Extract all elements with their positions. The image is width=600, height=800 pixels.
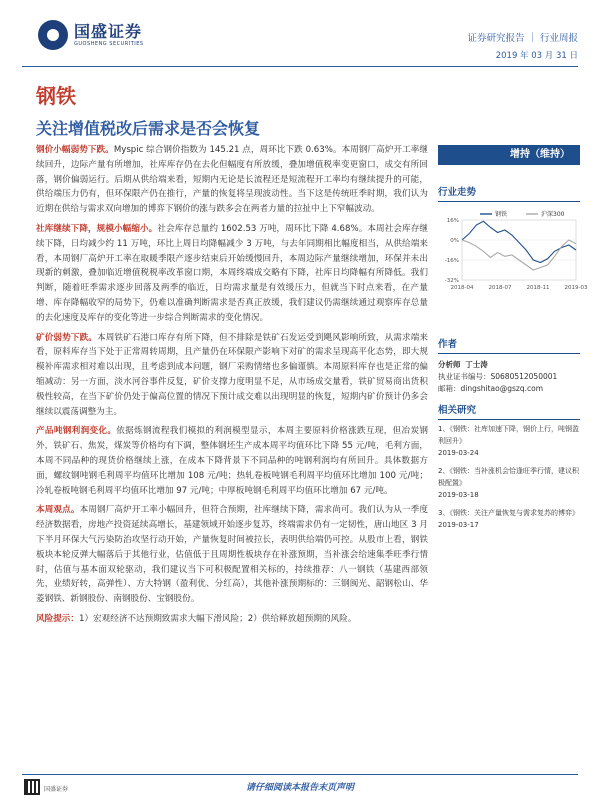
section-lead: 风险提示： — [36, 613, 79, 624]
legend-label: 沪深300 — [541, 211, 565, 218]
analyst-email[interactable]: dingshitao@gszq.com — [460, 384, 543, 393]
section-lead: 钢价小幅弱势下跌。 — [36, 145, 114, 155]
related-date: 2019-03-17 — [438, 521, 479, 529]
report-headline: 关注增值税改后需求是否会恢复 — [36, 119, 261, 138]
qr-label: 国盛证券 — [44, 786, 69, 793]
section-lead: 矿价弱势下跌。 — [36, 332, 97, 343]
section-text: 本周钢厂高炉开工率小幅回升，但符合预期，社库继续下降，需求尚可。我们认为从一季度经济数据看，房地产投资延续高增长，基建领域开始逐步复苏，终端需求仍有一定韧性，唐山地区 3 月下半月环保大气污染防治攻坚行动开始，产量恢复时间被拉长，表明供给端仍可控。从股市上看，钢铁板块本轮反弹大幅落后于其他行业，估值低于且周期性板块存在补涨预期，当补涨会给速集季旺季行情时，估值与基本面双轮驱动，我们建议当下可积极配置相关标的，持续推荐：八一钢铁（基建西部领先，业绩好转，高弹性）、方大特钢（盈利优、分红高），其他补涨预期标的：三钢闽光、韶钢松山、华菱钢铁、新钢股份、南钢股份、宝钢股份。 — [36, 505, 428, 605]
author-heading: 作者 — [438, 336, 580, 354]
analyst-email-line — [438, 383, 580, 395]
email-label: 邮箱： — [438, 384, 461, 393]
company-logo — [38, 18, 168, 58]
legend-label: 钢铁 — [495, 211, 508, 218]
logo-subtext: GUOSHENG SECURITIES — [74, 41, 144, 47]
header-divider — [22, 66, 578, 67]
related-research-list — [438, 423, 580, 537]
related-item[interactable] — [438, 423, 580, 459]
analyst-line — [438, 359, 580, 371]
analyst-role: 分析师 — [438, 360, 461, 369]
y-tick-label: 16% — [446, 218, 459, 224]
analyst-name: 丁士涛 — [465, 360, 488, 369]
section-text: 社会库存总量约 1602.53 万吨，周环比下降 4.68%。本周社会库存继续下降，日均减少约 11 万吨，环比上周日均降幅减少 3 万吨，与去年同期相比幅度相当，从供给端来看，本周钢厂高炉开工率在取暖季限产逐步结束后开始缓慢回升，本周边际产量继续增加，环保并未出现新的刺激，叠加临近增值税税率改革窗口期，本周终端成交略有下降，社库日均降幅有所降低。我们判断，随着旺季需求逐步回落及两季的临近，日均需求量是有效缓压力，但就当下时点来看，在产量增、库存降幅收窄的局势下，仍难以准确判断需求是否真正放缓，我们建议仍需继续通过观察库存总量的去化速度及库存的变化等进一步综合判断需求的变化情况。 — [36, 223, 428, 323]
section-paragraph — [36, 143, 428, 217]
analyst-info — [438, 359, 580, 395]
industry-title: 钢铁 — [36, 84, 76, 108]
logo-mark-icon — [38, 20, 68, 50]
chart-legend — [480, 210, 565, 218]
related-title: 1、《钢铁：社库加速下降，钢价上行，吨钢盈利回升》 — [438, 425, 579, 445]
trend-heading: 行业走势 — [438, 184, 580, 202]
analyst-license: 执业证书编号：S0680512050001 — [438, 372, 558, 381]
footer-divider — [22, 774, 578, 775]
section-paragraph — [36, 331, 428, 420]
chart-series — [462, 221, 576, 270]
series-line-0 — [462, 221, 576, 262]
chart-x-ticks — [451, 285, 588, 291]
chart-y-ticks — [445, 218, 459, 284]
section-text: 1）宏观经济不达预期致需求大幅下滑风险；2）供给释放超预期的风险。 — [78, 613, 357, 624]
section-lead: 本周观点。 — [36, 505, 80, 516]
y-tick-label: -32% — [444, 278, 459, 284]
series-line-1 — [462, 240, 576, 270]
section-paragraph — [36, 222, 428, 326]
y-tick-label: -16% — [444, 258, 459, 264]
related-title: 2、《钢铁：当补涨机会恰逢旺季行情，建议积极配置》 — [438, 467, 579, 487]
footer-disclaimer: 请仔细阅读本报告末页声明 — [245, 783, 354, 793]
section-text: Myspic 综合钢价指数为 145.21 点，周环比下跌 0.63%。本周钢厂高炉开工率继续回升，边际产量有所增加，社库库存仍在去化但幅度有所放缓，叠加增值税率变更窗口，成交有所回落，钢价偏弱运行。后期从供给端来看，短期内无论是长流程还是短流程开工率均有继续提升的可能，供给端压力仍有，但环保限产仍在推行，产量的恢复将呈现波动性。当下这是传统旺季时期，我们认为近期在供给与需求双向增加的博弈下钢价的涨与跌多会在两者力量的拉扯中上下窄幅波动。 — [36, 145, 428, 215]
section-paragraph — [36, 612, 428, 627]
section-lead: 社库继续下降，规模小幅缩小。 — [36, 223, 158, 234]
report-date: 2019 年 03 月 31 日 — [495, 51, 578, 61]
logo-text: 国盛证券 — [74, 22, 143, 41]
related-item[interactable] — [438, 507, 580, 531]
related-heading: 相关研究 — [438, 402, 580, 420]
x-tick-label: 2019-03 — [564, 285, 588, 291]
report-type: 证券研究报告 ｜ 行业周报 — [467, 33, 578, 44]
y-tick-label: 0% — [450, 238, 459, 244]
section-text: 依据炼钢流程我们模拟的利润模型显示，本周主要原料价格涨跌互现，但冶炭钢外，铁矿石、焦炭，煤炭等价格均有下调，整体钢坯生产成本周平均值环比下降 55 元/吨，毛利方面，本周不同品种的现货价格继续上涨，在成本下降背景下不同品种的吨钢利润均有所回升。具体数据方面，螺纹钢吨钢毛利周平均值环比增加 108 元/吨；热轧卷板吨钢毛利周平均值环比增加 100 元/吨；冷轧卷板吨钢毛利周平均值环比增加 97 元/吨；中厚板吨钢毛利周平均值环比增加 67 元/吨。 — [36, 426, 428, 496]
section-lead: 产品吨钢利润变化。 — [36, 426, 117, 437]
related-date: 2019-03-24 — [438, 449, 479, 457]
section-paragraph — [36, 424, 428, 498]
x-tick-label: 2018-07 — [488, 285, 512, 291]
main-body — [36, 143, 428, 632]
related-title: 3、《钢铁：关注产量恢复与需求复苏的博弈》 — [438, 509, 579, 517]
rating-badge: 增持（维持） — [438, 145, 580, 165]
section-text: 本周铁矿石港口库存有所下降，但不排除是铁矿石发运受到飓风影响所致，从需求端来看，原料库存当下处于正常周转周期，且产量仍在环保限产影响下对矿的需求呈现高平化态势，即大规模补库需求相对难以出现，且考虑到成本问题，钢厂采购情绪也多偏谨慎。本周原料库存也是正常的偏缩减动：另一方面，淡水河谷事件反复，矿价支撑力度明显不足，从市场成交量看，铁矿贸易商出货积极性较高，在当下矿价仍处于偏高位置的情况下预计成交难以出现明显的恢复，短期内矿价预计仍多会继续以震荡调整为主。 — [36, 332, 428, 417]
x-tick-label: 2018-11 — [526, 285, 550, 291]
industry-trend-chart — [438, 208, 588, 298]
related-date: 2019-03-18 — [438, 491, 479, 499]
related-item[interactable] — [438, 465, 580, 501]
section-paragraph — [36, 503, 428, 607]
x-tick-label: 2018-04 — [450, 285, 474, 291]
